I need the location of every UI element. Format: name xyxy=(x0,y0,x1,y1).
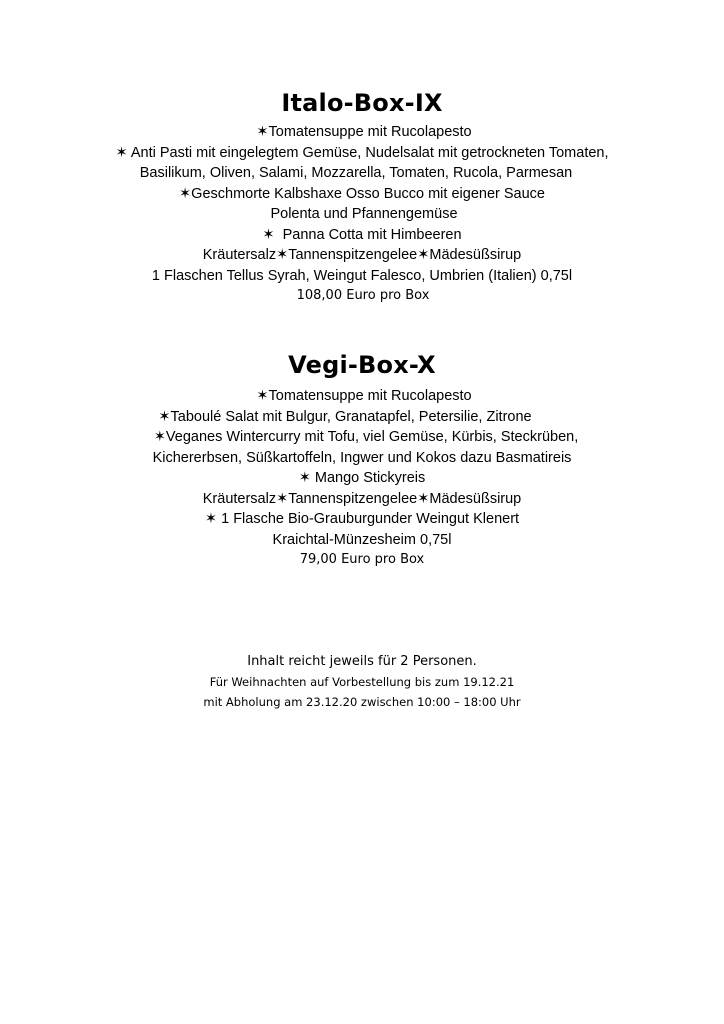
vegi-item-salad: ✶Taboulé Salat mit Bulgur, Granatapfel, Petersilie, Zitrone xyxy=(158,408,532,425)
italo-item-soup: ✶Tomatensuppe mit Rucolapesto xyxy=(256,124,472,140)
vegi-item-wine: ✶ 1 Flasche Bio-Grauburgunder Weingut Klenert xyxy=(204,511,520,527)
vegi-item-soup: ✶Tomatensuppe mit Rucolapesto xyxy=(256,388,472,404)
italo-item-main: ✶Geschmorte Kalbshaxe Osso Bucco mit eigener Sauce xyxy=(179,185,545,202)
italo-box-items xyxy=(0,122,724,306)
info-persons: Inhalt reicht jeweils für 2 Personen. xyxy=(247,654,477,669)
info-section xyxy=(0,652,724,712)
italo-item-dessert: ✶ Panna Cotta mit Himbeeren xyxy=(262,226,462,243)
italo-item-main-side: Polenta und Pfannengemüse xyxy=(270,206,458,222)
info-preorder: Für Weihnachten auf Vorbestellung bis zum 19.12.21 xyxy=(209,675,515,689)
info-pickup: mit Abholung am 23.12.20 zwischen 10:00 – 18:00 Uhr xyxy=(203,695,521,709)
italo-item-extras: Kräutersalz✶Tannenspitzengelee✶Mädesüßsirup xyxy=(202,247,522,263)
italo-box-price: 108,00 Euro pro Box xyxy=(296,288,430,303)
vegi-box-section xyxy=(0,350,724,380)
italo-item-antipasti: ✶ Anti Pasti mit eingelegtem Gemüse, Nudelsalat mit getrockneten Tomaten, xyxy=(115,144,609,161)
italo-item-antipasti-cont: Basilikum, Oliven, Salami, Mozzarella, Tomaten, Rucola, Parmesan xyxy=(139,165,573,181)
vegi-box-price: 79,00 Euro pro Box xyxy=(299,552,425,567)
vegi-item-wine-cont: Kraichtal-Münzesheim 0,75l xyxy=(272,531,452,548)
vegi-item-extras: Kräutersalz✶Tannenspitzengelee✶Mädesüßsirup xyxy=(202,490,522,507)
vegi-item-curry-cont: Kichererbsen, Süßkartoffeln, Ingwer und Kokos dazu Basmatireis xyxy=(152,449,572,466)
vegi-box-items xyxy=(0,386,724,570)
vegi-item-curry: ✶Veganes Wintercurry mit Tofu, viel Gemüse, Kürbis, Steckrüben, xyxy=(153,429,579,445)
italo-item-wine: 1 Flaschen Tellus Syrah, Weingut Falesco, Umbrien (Italien) 0,75l xyxy=(151,267,573,284)
vegi-item-dessert: ✶ Mango Stickyreis xyxy=(298,470,426,486)
italo-box-section xyxy=(0,88,724,118)
italo-box-title: Italo-Box-IX xyxy=(281,89,443,117)
vegi-box-title: Vegi-Box-X xyxy=(288,351,436,379)
